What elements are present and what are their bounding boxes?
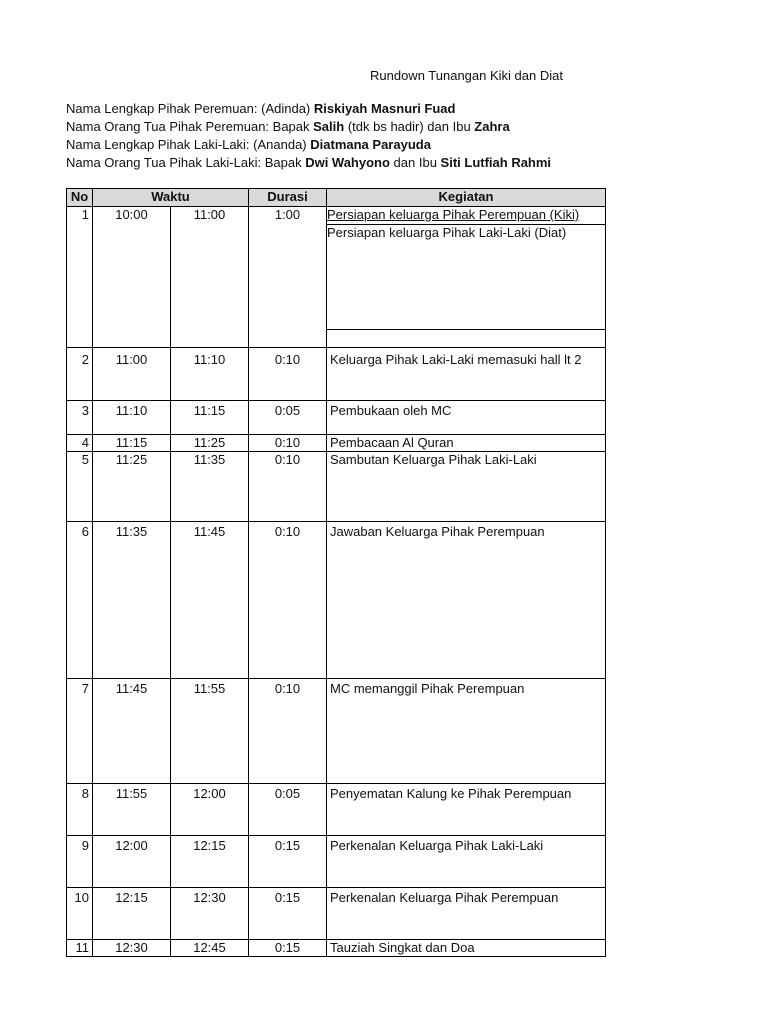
info-value-2: Zahra <box>474 119 510 134</box>
cell-no: 9 <box>67 836 93 888</box>
info-line-bride-name <box>66 101 455 116</box>
cell-start: 12:00 <box>93 836 171 888</box>
cell-activity: Sambutan Keluarga Pihak Laki-Laki <box>327 452 606 522</box>
cell-activity: Jawaban Keluarga Pihak Perempuan <box>327 522 606 679</box>
cell-end: 12:30 <box>171 888 249 940</box>
info-value: Diatmana Parayuda <box>310 137 431 152</box>
cell-duration: 0:10 <box>249 679 327 784</box>
cell-no: 4 <box>67 435 93 452</box>
cell-start: 11:10 <box>93 401 171 435</box>
cell-duration: 0:15 <box>249 888 327 940</box>
cell-duration: 0:15 <box>249 940 327 957</box>
rundown-table <box>66 188 606 957</box>
cell-activity: Keluarga Pihak Laki-Laki memasuki hall lt 2 <box>327 348 606 401</box>
cell-no: 10 <box>67 888 93 940</box>
cell-no: 11 <box>67 940 93 957</box>
info-value: Salih <box>313 119 345 134</box>
cell-duration: 0:05 <box>249 784 327 836</box>
cell-activity: Tauziah Singkat dan Doa <box>327 940 606 957</box>
cell-activity: Perkenalan Keluarga Pihak Perempuan <box>327 888 606 940</box>
cell-duration: 1:00 <box>249 207 327 348</box>
cell-end: 12:45 <box>171 940 249 957</box>
cell-start: 12:15 <box>93 888 171 940</box>
cell-end: 11:10 <box>171 348 249 401</box>
header-no: No <box>67 189 93 207</box>
cell-start: 11:45 <box>93 679 171 784</box>
cell-no: 5 <box>67 452 93 522</box>
info-label: Nama Lengkap Pihak Peremuan: (Adinda) <box>66 101 314 116</box>
cell-start: 12:30 <box>93 940 171 957</box>
cell-start: 11:25 <box>93 452 171 522</box>
table-header-row <box>67 189 606 207</box>
cell-duration: 0:10 <box>249 435 327 452</box>
table-row <box>67 522 606 679</box>
cell-no: 8 <box>67 784 93 836</box>
cell-end: 11:00 <box>171 207 249 348</box>
cell-activity: Pembacaan Al Quran <box>327 435 606 452</box>
info-mid: (tdk bs hadir) dan Ibu <box>344 119 475 134</box>
table-row <box>67 435 606 452</box>
cell-start: 11:35 <box>93 522 171 679</box>
cell-activity: Perkenalan Keluarga Pihak Laki-Laki <box>327 836 606 888</box>
cell-end: 11:15 <box>171 401 249 435</box>
cell-no: 2 <box>67 348 93 401</box>
info-label: Nama Orang Tua Pihak Peremuan: Bapak <box>66 119 314 134</box>
info-line-groom-parents <box>66 155 551 170</box>
cell-no: 3 <box>67 401 93 435</box>
table-row <box>67 452 606 522</box>
table-row <box>67 836 606 888</box>
cell-end: 12:00 <box>171 784 249 836</box>
cell-no: 1 <box>67 207 93 348</box>
cell-duration: 0:10 <box>249 522 327 679</box>
info-label: Nama Lengkap Pihak Laki-Laki: (Ananda) <box>66 137 311 152</box>
cell-end: 11:45 <box>171 522 249 679</box>
cell-no: 6 <box>67 522 93 679</box>
cell-duration: 0:05 <box>249 401 327 435</box>
activity-line-1: Persiapan keluarga Pihak Perempuan (Kiki) <box>327 207 606 225</box>
activity-line-2: Persiapan keluarga Pihak Laki-Laki (Diat) <box>327 225 606 330</box>
cell-activity: MC memanggil Pihak Perempuan <box>327 679 606 784</box>
cell-end: 12:15 <box>171 836 249 888</box>
cell-start: 11:00 <box>93 348 171 401</box>
info-line-groom-name <box>66 137 431 152</box>
table-row <box>67 679 606 784</box>
table-row <box>67 940 606 957</box>
info-line-bride-parents <box>66 119 510 134</box>
header-kegiatan: Kegiatan <box>327 189 606 207</box>
cell-duration: 0:15 <box>249 836 327 888</box>
document-title: Rundown Tunangan Kiki dan Diat <box>370 68 563 83</box>
cell-start: 11:15 <box>93 435 171 452</box>
info-value: Riskiyah Masnuri Fuad <box>313 101 456 116</box>
cell-end: 11:35 <box>171 452 249 522</box>
cell-duration: 0:10 <box>249 348 327 401</box>
info-value-2: Siti Lutfiah Rahmi <box>440 155 552 170</box>
cell-start: 11:55 <box>93 784 171 836</box>
cell-activity <box>327 207 606 348</box>
cell-no: 7 <box>67 679 93 784</box>
table-row <box>67 348 606 401</box>
info-value: Dwi Wahyono <box>305 155 390 170</box>
cell-activity: Pembukaan oleh MC <box>327 401 606 435</box>
cell-duration: 0:10 <box>249 452 327 522</box>
table-row <box>67 784 606 836</box>
table-row <box>67 207 606 348</box>
cell-end: 11:25 <box>171 435 249 452</box>
header-durasi: Durasi <box>249 189 327 207</box>
table-row <box>67 401 606 435</box>
table-row <box>67 888 606 940</box>
header-waktu: Waktu <box>93 189 249 207</box>
info-label: Nama Orang Tua Pihak Laki-Laki: Bapak <box>66 155 306 170</box>
cell-start: 10:00 <box>93 207 171 348</box>
cell-activity: Penyematan Kalung ke Pihak Perempuan <box>327 784 606 836</box>
info-mid: dan Ibu <box>389 155 441 170</box>
cell-end: 11:55 <box>171 679 249 784</box>
